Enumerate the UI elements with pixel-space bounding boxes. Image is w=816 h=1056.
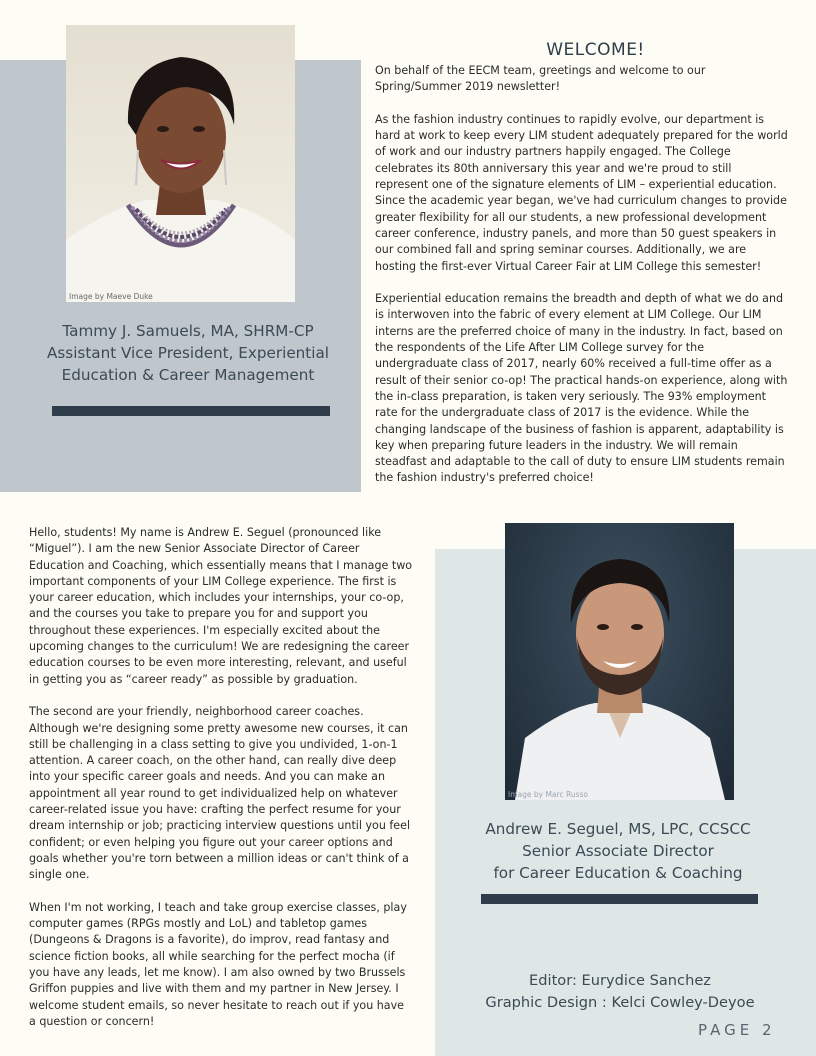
tammy-title-line2: Education & Career Management (61, 366, 315, 384)
andrew-photo-credit: Image by Marc Russo (508, 790, 588, 799)
page-number: PAGE 2 (698, 1021, 776, 1039)
tammy-name: Tammy J. Samuels, MA, SHRM-CP (62, 322, 314, 340)
andrew-title-line1: Senior Associate Director (522, 842, 714, 860)
andrew-divider-bar (481, 894, 758, 904)
tammy-portrait-illustration (66, 25, 295, 302)
design-credit: Graphic Design : Kelci Cowley-Deyoe (485, 994, 755, 1011)
editor-credit: Editor: Eurydice Sanchez (529, 972, 711, 989)
andrew-name: Andrew E. Seguel, MS, LPC, CCSCC (485, 820, 751, 838)
tammy-divider-bar (52, 406, 330, 416)
andrew-caption (455, 818, 781, 884)
tammy-photo-credit: Image by Maeve Duke (69, 292, 153, 301)
newsletter-credits (445, 970, 795, 1014)
andrew-portrait-illustration (505, 523, 734, 800)
welcome-article (375, 63, 788, 503)
andrew-paragraph: The second are your friendly, neighborhood career coaches. Although we're designing some pretty awesome new courses, it can still be challenging in a class setting to give you undivided, 1-on-1 attention. A career coach, on the other hand, can really dive deep into your specific career goals and needs. And you can make an appointment all year round to get individualized help on whatever career-related issue you have: crafting the perfect resume for your dream internship or job; practicing interview questions until you feel confident; or even helping you figure out your career options and goals whether you're torn between a million ideas or can't think of a single one. (29, 705, 411, 882)
tammy-portrait-photo (66, 25, 295, 302)
tammy-caption (20, 320, 356, 386)
welcome-title: WELCOME! (546, 40, 645, 60)
tammy-title-line1: Assistant Vice President, Experiential (46, 344, 329, 362)
andrew-paragraph: Hello, students! My name is Andrew E. Seguel (pronounced like “Miguel”). I am the new Senior Associate Director of Career Education and Coaching, which essentially means that I manage two important components of your LIM College experience. The first is your career education, which includes your internships, your co-op, and the courses you take to prepare you for and support you throughout these experiences. I'm especially excited about the upcoming changes to the curriculum! We are redesigning the career education courses to be even more interesting, relevant, and useful in getting you as “career ready” as possible by graduation. (29, 526, 413, 686)
andrew-article (29, 525, 413, 1047)
andrew-paragraph: When I'm not working, I teach and take group exercise classes, play computer games (RPGs mostly and LoL) and tabletop games (Dungeons & Dragons is a favorite), do improv, read fantasy and science fiction books, all while searching for the perfect mocha (if you have any leads, let me know). I am also owned by two Brussels Griffon puppies and live with them and my partner in New Jersey. I welcome student emails, so never hesitate to reach out if you have a question or concern! (29, 900, 407, 1028)
welcome-paragraph: On behalf of the EECM team, greetings and welcome to our Spring/Summer 2019 newsletter! (375, 64, 706, 94)
andrew-title-line2: for Career Education & Coaching (493, 864, 743, 882)
welcome-paragraph: Experiential education remains the breadth and depth of what we do and is interwoven into the fabric of every element at LIM College. Our LIM interns are the preferred choice of many in the industry. In fact, based on the respondents of the Life After LIM College survey for the undergraduate class of 2017, nearly 60% received a full-time offer as a result of their senior co-op! The practical hands-on experience, along with the in-class preparation, is taken very seriously. The 93% employment rate for the undergraduate class of 2017 is the evidence. While the changing landscape of the business of fashion is apparent, adaptability is key when preparing future leaders in the industry. We will remain steadfast and adaptable to the call of duty to ensure LIM students remain the fashion industry's preferred choice! (375, 292, 788, 485)
welcome-paragraph: As the fashion industry continues to rapidly evolve, our department is hard at work to keep every LIM student adequately prepared for the world of work and our industry partners happily engaged. The College celebrates its 80th anniversary this year and we're proud to still represent one of the signature elements of LIM – experiential education. Since the academic year began, we've had curriculum changes to provide greater flexibility for all our students, a new professional development career conference, industry panels, and more than 50 guest speakers in our combined fall and spring seminar courses. Additionally, we are hosting the first-ever Virtual Career Fair at LIM College this semester! (375, 112, 788, 273)
andrew-portrait-photo (505, 523, 734, 800)
